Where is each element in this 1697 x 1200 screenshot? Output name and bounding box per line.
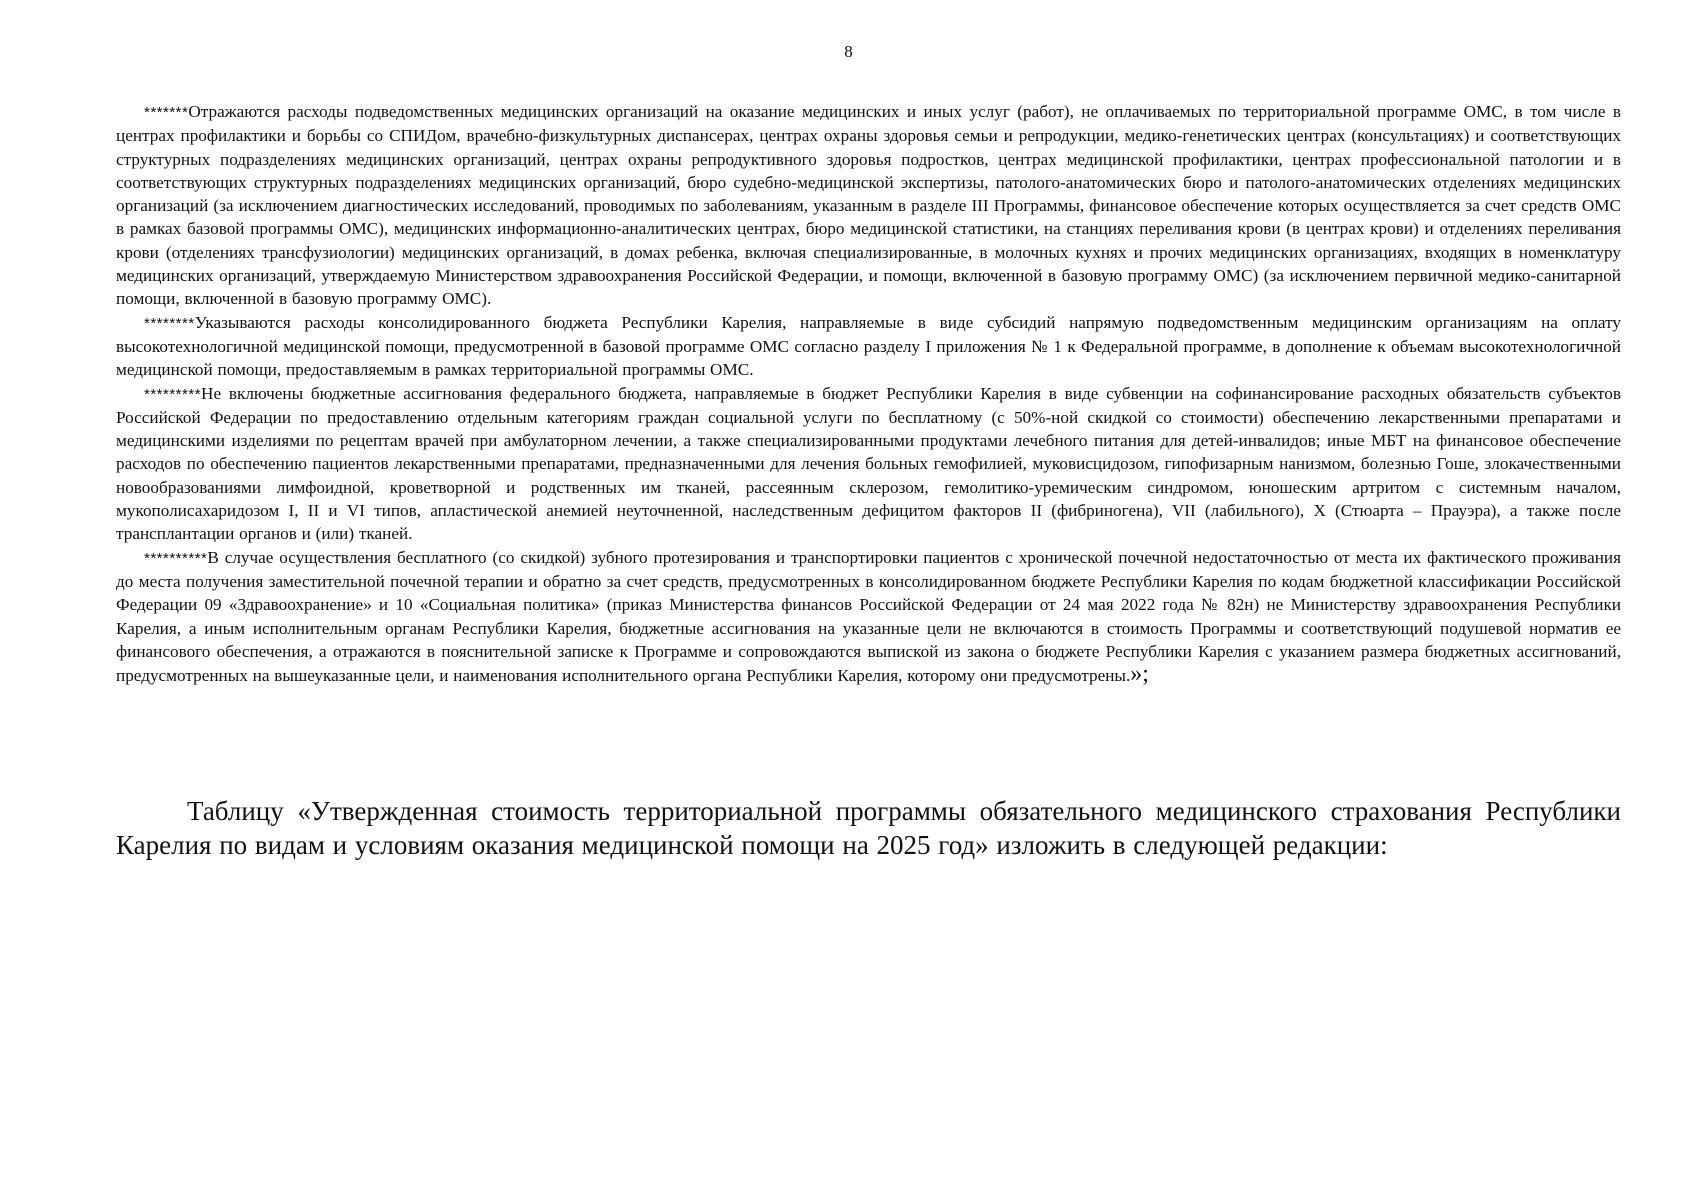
closing-quote: »; — [1130, 661, 1149, 688]
footnote-10 — [116, 546, 1621, 688]
footnote-text: Не включены бюджетные ассигнования федерального бюджета, направляемые в бюджет Республики Карелия в виде субвенции на софинансирование расходных обязательств субъектов Российской Федерации по предоставлению отдельным категориям граждан социальной услуги по бесплатному (с 50%-ной скидкой со стоимости) обеспечению лекарственными препаратами и медицинскими изделиями по рецептам врачей при амбулаторном лечении, а также специализированными продуктами лечебного питания для детей-инвалидов; иные МБТ на финансовое обеспечение расходов по обеспечению пациентов лекарственными препаратами, предназначенными для лечения больных гемофилией, муковисцидозом, гипофизарным нанизмом, болезнью Гоше, злокачественными новообразованиями лимфоидной, кроветворной и родственных им тканей, рассеянным склерозом, гемолитико-уремическим синдромом, юношеским артритом с системным началом, мукополисахаридозом I, II и VI типов, апластической анемией неуточненной, наследственным дефицитом факторов II (фибриногена), VII (лабильного), X (Стюарта – Прауэра), а также после трансплантации органов и (или) тканей. — [116, 383, 1621, 544]
page-number: 8 — [844, 42, 853, 61]
footnote-7 — [116, 100, 1621, 311]
footnotes-section — [116, 100, 1621, 687]
footnote-text: В случае осуществления бесплатного (со скидкой) зубного протезирования и транспортировки пациентов с хронической почечной недостаточностью от места их фактического проживания до места получения заместительной почечной терапии и обратно за счет средств, предусмотренных в консолидированном бюджете Республики Карелия по кодам бюджетной классификации Российской Федерации 09 «Здравоохранение» и 10 «Социальная политика» (приказ Министерства финансов Российской Федерации от 24 мая 2022 года № 82н) не Министерству здравоохранения Республики Карелия, а иным исполнительным органам Республики Карелия, бюджетные ассигнования на указанные цели не включаются в стоимость Программы и соответствующий подушевой норматив ее финансового обеспечения, а отражаются в пояснительной записке к Программе и сопровождаются выпиской из закона о бюджете Республики Карелия с указанием размера бюджетных ассигнований, предусмотренных на вышеуказанные цели, и наименования исполнительного органа Республики Карелия, которому они предусмотрены. — [116, 547, 1621, 686]
footnote-text: Отражаются расходы подведомственных медицинских организаций на оказание медицинских и иных услуг (работ), не оплачиваемых по территориальной программе ОМС, в том числе в центрах профилактики и борьбы со СПИДом, врачебно-физкультурных диспансерах, центрах охраны здоровья семьи и репродукции, медико-генетических центрах (консультациях) и соответствующих структурных подразделениях медицинских организаций, центрах охраны репродуктивного здоровья подростков, центрах медицинской профилактики, центрах профессиональной патологии и в соответствующих структурных подразделениях медицинских организаций, бюро судебно-медицинской экспертизы, патолого-анатомических бюро и патолого-анатомических отделениях медицинских организаций (за исключением диагностических исследований, проводимых по заболеваниям, указанным в разделе III Программы, финансовое обеспечение которых осуществляется за счет средств ОМС в рамках базовой программы ОМС), медицинских информационно-аналитических центрах, бюро медицинской статистики, на станциях переливания крови (в центрах крови) и отделениях переливания крови (отделениях трансфузиологии) медицинских организаций, в домах ребенка, включая специализированные, в молочных кухнях и прочих медицинских организациях, входящих в номенклатуру медицинских организаций, утверждаемую Министерством здравоохранения Российской Федерации, и помощи, включенной в базовую программу ОМС) (за исключением первичной медико-санитарной помощи, включенной в базовую программу ОМС). — [116, 102, 1621, 309]
footnote-marker: ********* — [144, 385, 202, 403]
footnote-9 — [116, 382, 1621, 546]
amendment-instruction: Таблицу «Утвержденная стоимость территориальной программы обязательного медицинского страхования Республики Карелия по видам и условиям оказания медицинской помощи на 2025 год» изложить в следующей редакции: — [116, 796, 1621, 860]
footnote-marker: ******** — [144, 314, 195, 332]
footnote-marker: ******* — [144, 104, 189, 121]
footnote-8 — [116, 311, 1621, 382]
footnote-text: Указываются расходы консолидированного бюджета Республики Карелия, направляемые в виде субсидий напрямую подведомственным медицинским организациям на оплату высокотехнологичной медицинской помощи, предусмотренной в базовой программе ОМС согласно разделу I приложения № 1 к Федеральной программе, в дополнение к объемам высокотехнологичной медицинской помощи, предоставляемым в рамках территориальной программы ОМС. — [116, 312, 1621, 380]
footnote-marker: ********** — [144, 549, 208, 567]
